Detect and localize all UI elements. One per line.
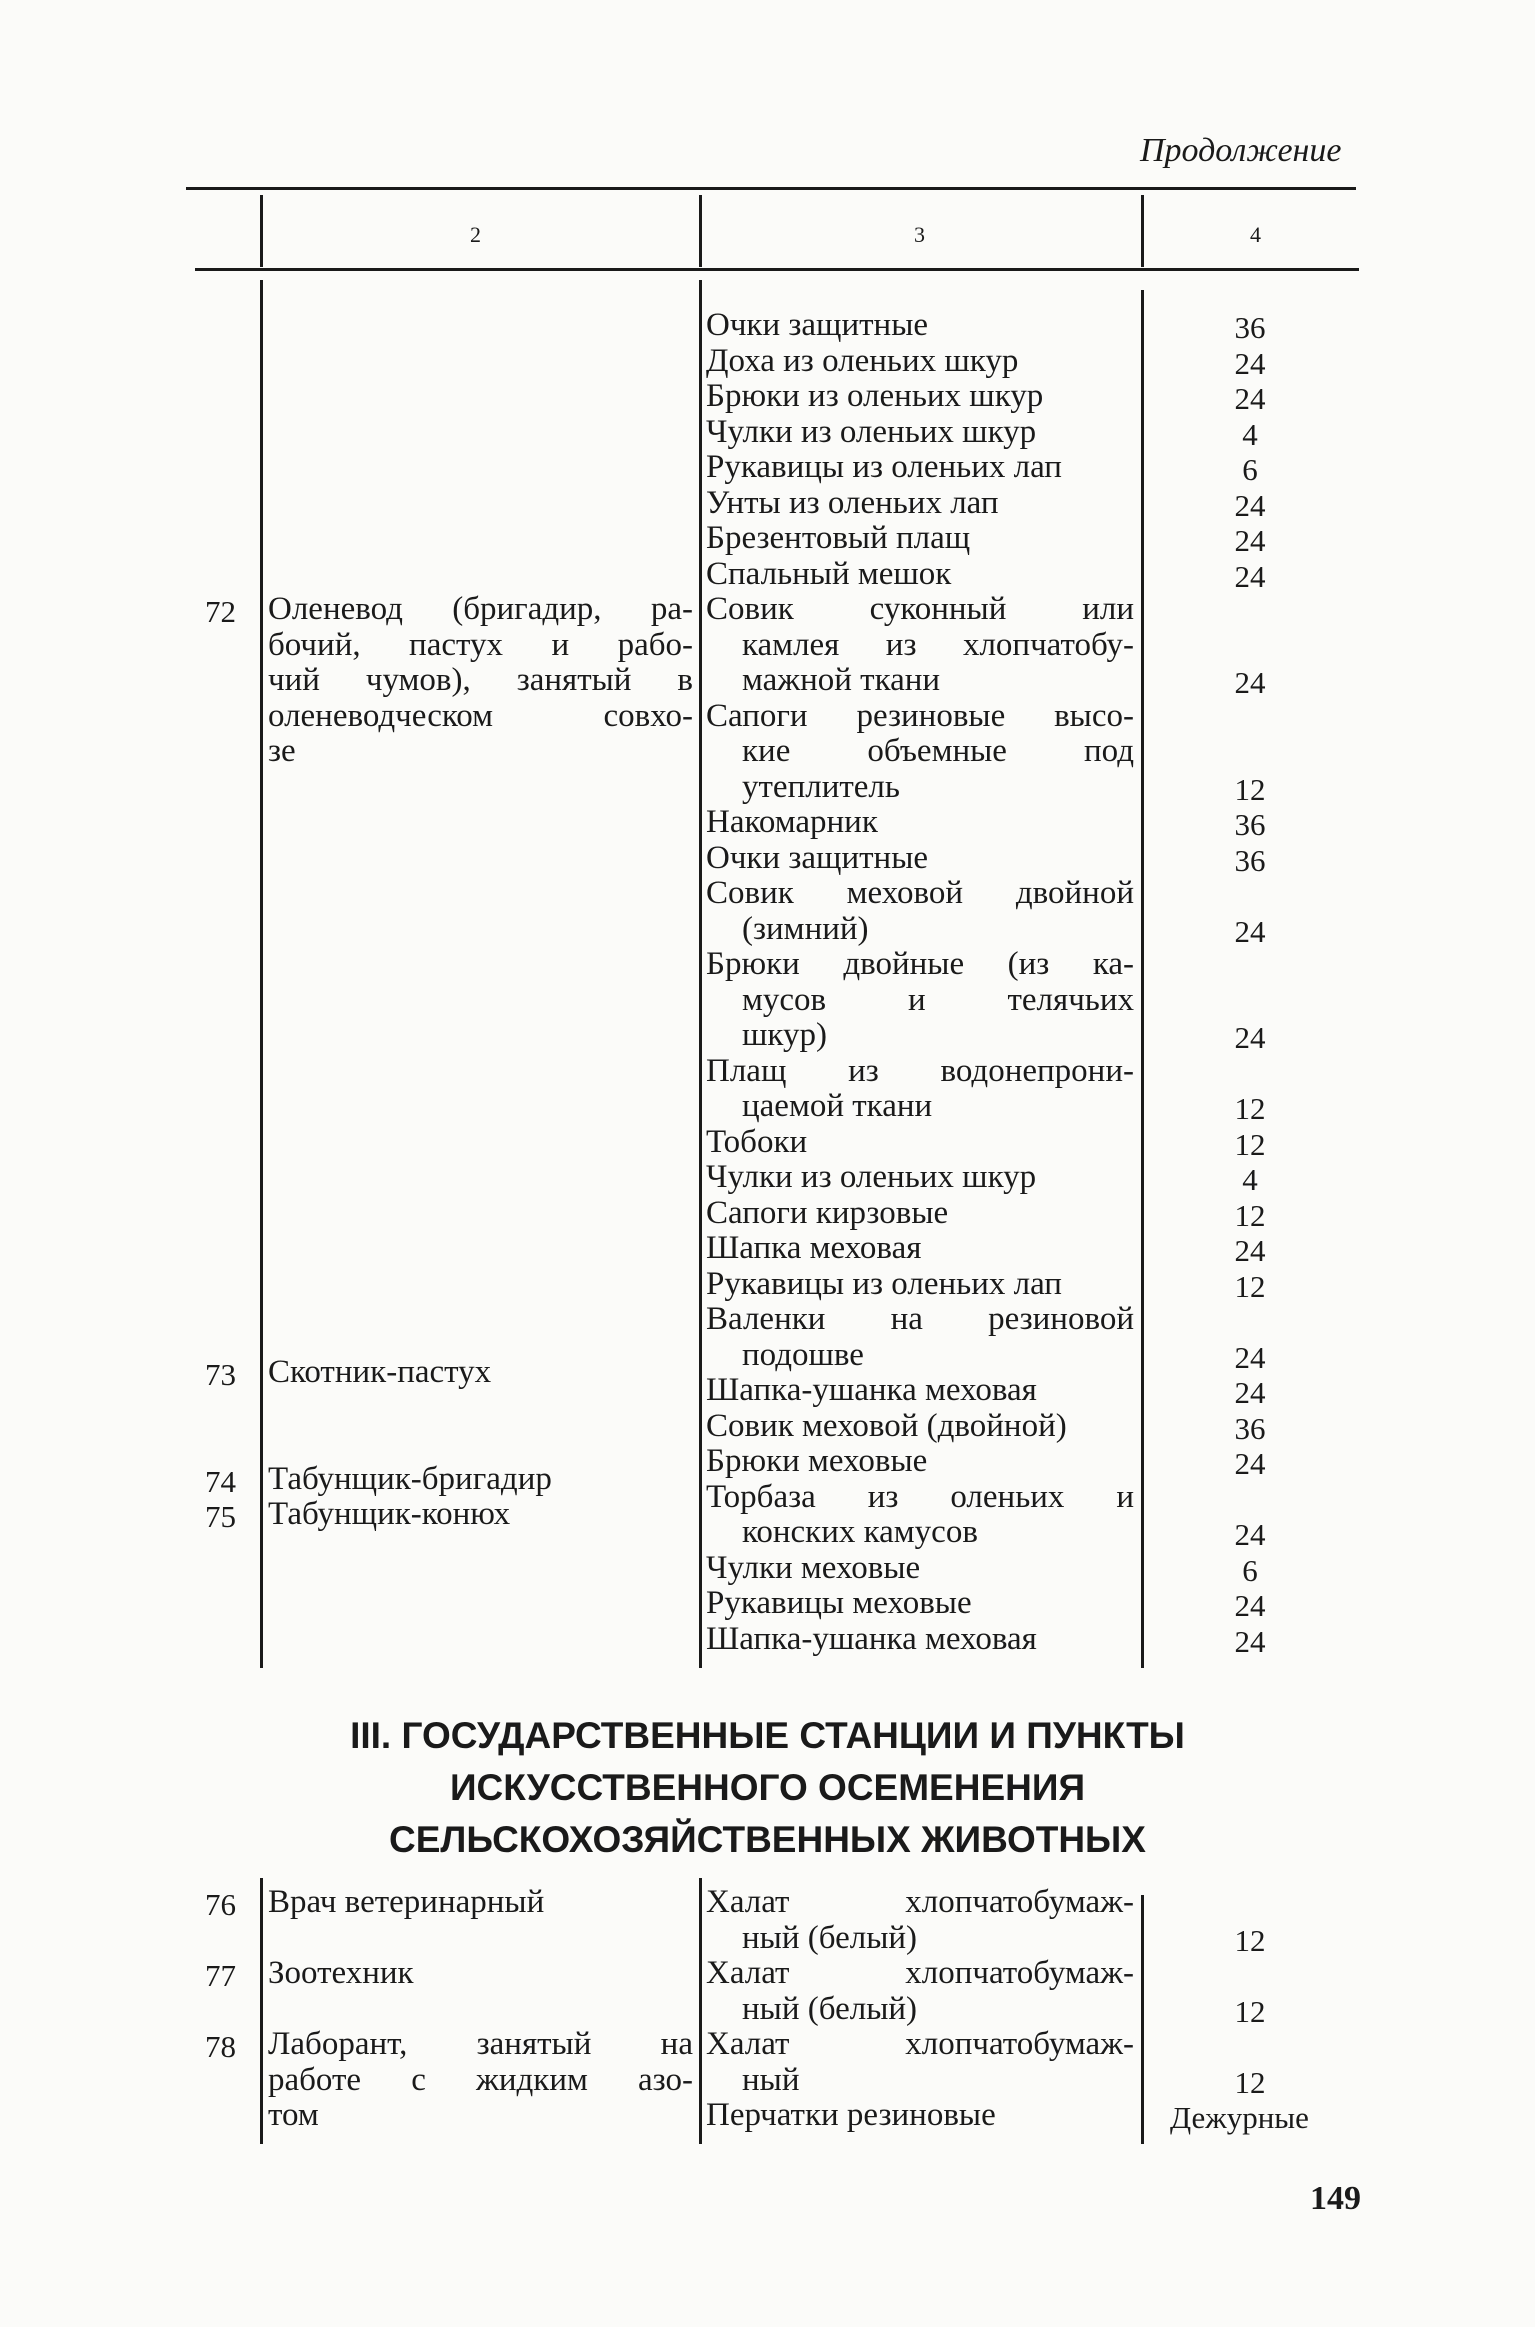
item-name-line: Брюки двойные (из ка-	[706, 946, 1134, 982]
item-months: 24	[1234, 1446, 1266, 1481]
item-name-line: Шапка-ушанка меховая	[706, 1620, 1037, 1657]
item-name-line: Накомарник	[706, 804, 878, 840]
profession-line: Табунщик-бригадир	[268, 1460, 552, 1497]
item-name-line: Сапоги кирзовые	[706, 1194, 949, 1231]
item-name-line: Чулки из оленьих шкур	[706, 1159, 1037, 1195]
item-name-line: мажной ткани	[742, 662, 941, 698]
item-name-line: Халат хлопчатобумаж-	[706, 1955, 1134, 1991]
item-months: 6	[1242, 1552, 1258, 1588]
item-name-line: Совик меховой двойной	[706, 875, 1134, 911]
item-name-line: утеплитель	[742, 768, 900, 805]
item-name-line: Валенки на резиновой	[706, 1301, 1134, 1337]
item-months: 12	[1234, 1993, 1266, 2029]
item-months: 24	[1234, 1623, 1266, 1659]
item-name-line: Сапоги резиновые высо-	[706, 697, 1134, 734]
item-name-line: конских камусов	[742, 1514, 978, 1550]
row-number: 75	[205, 1499, 236, 1535]
item-months: Дежурные	[1170, 2100, 1309, 2135]
row-number: 77	[205, 1958, 236, 1993]
item-name-line: Доха из оленьих шкур	[706, 342, 1019, 379]
item-name-line: Рукавицы из оленьих лап	[706, 449, 1062, 485]
item-months: 24	[1234, 381, 1266, 416]
item-months: 36	[1234, 807, 1266, 842]
item-months: 12	[1234, 1091, 1266, 1126]
header-divider-1	[260, 195, 263, 267]
item-months: 4	[1242, 1162, 1258, 1197]
item-name-line: Халат хлопчатобумаж-	[706, 2026, 1134, 2062]
profession-line: Зоотехник	[268, 1955, 414, 1991]
profession-line: работе с жидким азо-	[268, 2061, 693, 2098]
row-number: 76	[205, 1887, 236, 1922]
item-months: 6	[1242, 452, 1258, 487]
page-number: 149	[1310, 2180, 1361, 2217]
item-months: 24	[1234, 1339, 1266, 1375]
item-months: 24	[1234, 1375, 1266, 1410]
item-months: 12	[1234, 1922, 1266, 1958]
item-name-line: Рукавицы меховые	[706, 1585, 972, 1621]
item-months: 24	[1234, 665, 1266, 700]
profession-line: зе	[268, 733, 296, 769]
item-name-line: ный (белый)	[742, 1919, 918, 1956]
item-name-line: Шапка меховая	[706, 1230, 922, 1266]
item-months: 36	[1234, 1410, 1266, 1446]
profession-line: Табунщик-конюх	[268, 1496, 511, 1533]
profession-line: Врач ветеринарный	[268, 1884, 545, 1920]
item-months: 24	[1234, 1233, 1266, 1268]
column-header-2: 2	[470, 222, 481, 247]
item-name-line: ный	[742, 2061, 800, 2098]
item-name-line: Очки защитные	[706, 307, 929, 343]
body-divider-1	[260, 280, 263, 1668]
item-months: 24	[1234, 523, 1266, 558]
item-name-line: Чулки меховые	[706, 1549, 921, 1586]
profession-line: Лаборант, занятый на	[268, 2026, 693, 2062]
item-name-line: Торбаза из оленьих и	[706, 1478, 1134, 1515]
item-name-line: Чулки из оленьих шкур	[706, 413, 1037, 450]
section-b-divider-3	[1141, 1895, 1144, 2144]
item-name-line: Спальный мешок	[706, 555, 952, 592]
item-months: 12	[1234, 771, 1266, 807]
row-number: 72	[205, 594, 236, 629]
item-months: 12	[1234, 1268, 1266, 1304]
header-divider-3	[1141, 195, 1144, 267]
item-name-line: Совик меховой (двойной)	[706, 1407, 1067, 1444]
item-months: 4	[1242, 416, 1258, 452]
profession-line: том	[268, 2097, 319, 2133]
item-months: 24	[1234, 1020, 1266, 1055]
section-b-divider-1	[260, 1878, 263, 2144]
item-name-line: Совик суконный или	[706, 591, 1134, 627]
item-name-line: подошве	[742, 1336, 864, 1373]
section-heading-line-2: ИСКУССТВЕННОГО ОСЕМЕНЕНИЯ	[449, 1767, 1086, 1808]
body-divider-3	[1141, 290, 1144, 1668]
table-top-rule	[186, 187, 1356, 190]
section-heading-line-3: СЕЛЬСКОХОЗЯЙСТВЕННЫХ ЖИВОТНЫХ	[389, 1819, 1146, 1860]
section-heading-line-1: III. ГОСУДАРСТВЕННЫЕ СТАНЦИИ И ПУНКТЫ	[350, 1715, 1185, 1756]
item-name-line: Брезентовый плащ	[706, 520, 971, 556]
item-months: 24	[1234, 487, 1266, 523]
item-name-line: (зимний)	[742, 910, 869, 947]
profession-line: оленеводческом совхо-	[268, 697, 693, 734]
item-months: 36	[1234, 842, 1266, 878]
item-name-line: Брюки из оленьих шкур	[706, 378, 1044, 414]
item-months: 12	[1234, 1126, 1266, 1162]
column-header-4: 4	[1250, 222, 1261, 247]
item-name-line: Перчатки резиновые	[706, 2097, 996, 2133]
table-header-rule	[195, 268, 1359, 271]
item-name-line: цаемой ткани	[742, 1088, 933, 1124]
item-months: 24	[1234, 1517, 1266, 1552]
profession-line: бочий, пастух и рабо-	[268, 626, 693, 663]
item-name-line: Плащ из водонепрони-	[706, 1052, 1134, 1089]
item-name-line: Очки защитные	[706, 839, 929, 876]
item-months: 12	[1234, 2064, 1266, 2100]
row-number: 78	[205, 2029, 236, 2064]
item-months: 24	[1234, 558, 1266, 594]
profession-line: чий чумов), занятый в	[268, 662, 693, 698]
item-name-line: Рукавицы из оленьих лап	[706, 1265, 1062, 1302]
item-name-line: Тобоки	[706, 1123, 808, 1160]
column-header-3: 3	[914, 222, 925, 247]
row-number: 73	[205, 1357, 236, 1393]
item-name-line: Шапка-ушанка меховая	[706, 1372, 1037, 1408]
profession-line: Скотник-пастух	[268, 1354, 492, 1391]
item-name-line: мусов и телячьих	[742, 981, 1134, 1018]
item-months: 24	[1234, 1588, 1266, 1623]
item-name-line: Унты из оленьих лап	[706, 484, 999, 521]
item-name-line: шкур)	[742, 1017, 827, 1053]
continuation-label: Продолжение	[1140, 132, 1342, 169]
item-months: 36	[1234, 310, 1266, 345]
body-divider-2	[699, 280, 702, 1668]
item-name-line: ный (белый)	[742, 1990, 918, 2027]
section-b-divider-2	[699, 1878, 702, 2144]
item-name-line: кие объемные под	[742, 733, 1134, 769]
item-months: 12	[1234, 1197, 1266, 1233]
item-months: 24	[1234, 345, 1266, 381]
row-number: 74	[205, 1463, 236, 1499]
item-name-line: камлея из хлопчатобу-	[742, 626, 1134, 663]
item-name-line: Брюки меховые	[706, 1443, 928, 1479]
item-name-line: Халат хлопчатобумаж-	[706, 1884, 1134, 1920]
profession-line: Оленевод (бригадир, ра-	[268, 591, 693, 627]
header-divider-2	[699, 195, 702, 267]
item-months: 24	[1234, 913, 1266, 949]
